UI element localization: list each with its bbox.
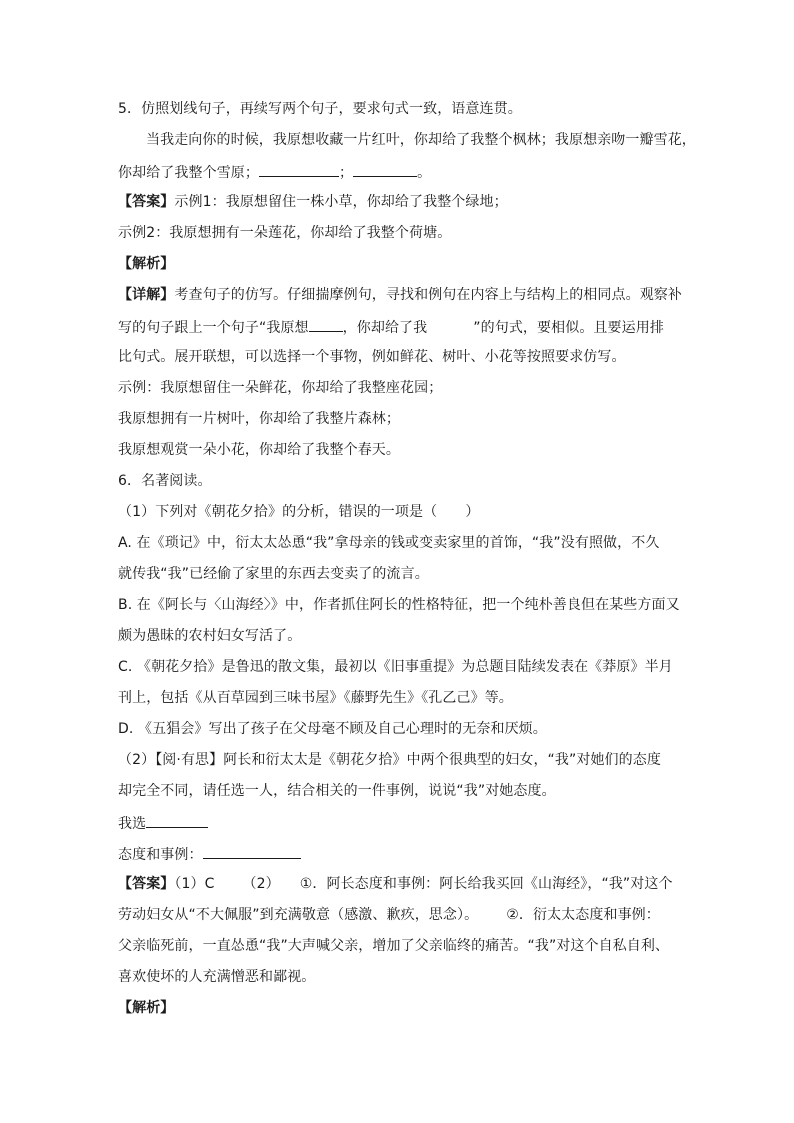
q6-answer-line2-a: 劳动妇女从“不大佩服”到充满敬意（感激、歉疚，思念）。 [118, 907, 479, 923]
q6-answer-line1 [118, 875, 678, 894]
q6-option-c-line2: 刊上，包括《从百草园到三味书屋》《藤野先生》《孔乙己》等。 [118, 690, 513, 706]
q6-sub2-line2: 却完全不同，请任选一人，结合相关的一件事例，说说“我”对她态度。 [118, 783, 556, 799]
q5-answer-text1: 示例1：我原想留住一株小草，你却给了我整个绿地； [174, 194, 508, 210]
q5-detail-line1 [118, 286, 683, 305]
q6-choose-label: 我选 [118, 816, 147, 832]
q5-detail-text2-pre: 写的句子跟上一个句子“我原想 [118, 320, 309, 336]
document-page [118, 100, 696, 1030]
q6-attitude-blank[interactable] [203, 844, 301, 859]
q6-attitude-line [118, 844, 678, 863]
q6-title: 6．名著阅读。 [118, 473, 212, 489]
q5-detail-text1: 考查句子的仿写。仔细揣摩例句，寻找和例句在内容上与结构上的相同点。观察补 [174, 287, 683, 303]
q5-example-line2: 我原想拥有一片树叶，你却给了我整片森林； [118, 411, 400, 427]
q5-detail-line2 [118, 317, 678, 336]
q5-answer-line2: 示例2：我原想拥有一朵莲花，你却给了我整个荷塘。 [118, 225, 452, 241]
q6-option-a-line2: 就传我“我”已经偷了家里的东西去变卖了的流言。 [118, 566, 429, 582]
q5-prompt-line2-semicolon: ； [339, 165, 354, 181]
q5-detail-line3: 比句式。展开联想，可以选择一个事物，例如鲜花、树叶、小花等按照要求仿写。 [118, 349, 626, 365]
q6-analysis-tag: 【解析】 [118, 1000, 175, 1016]
q6-answer-line2 [118, 906, 678, 925]
q5-analysis-tag: 【解析】 [118, 256, 175, 272]
q6-option-b-line1: B. 在《阿长与〈山海经〉》中，作者抓住阿长的性格特征，把一个纯朴善良但在某些方面又 [118, 597, 680, 613]
q5-answer-line1 [118, 193, 678, 212]
q6-attitude-label: 态度和事例： [118, 847, 203, 863]
q5-blank-1[interactable] [259, 162, 339, 177]
q6-answer-part2: （2） [242, 876, 280, 892]
q6-answer-line2-b: ②．衍太太态度和事例： [506, 907, 660, 923]
q5-title: 5．仿照划线句子，再续写两个句子，要求句式一致，语意连贯。 [118, 101, 522, 117]
q5-prompt-line2-period: 。 [417, 165, 432, 181]
q6-option-a-line1: A. 在《琐记》中，衍太太怂恿“我”拿母亲的钱或变卖家里的首饰，“我”没有照做，不久 [118, 535, 660, 551]
q5-detail-text2-end: ”的句式，要相似。且要运用排 [473, 320, 664, 336]
q6-option-c-line1: C. 《朝花夕拾》是鲁迅的散文集，最初以《旧事重提》为总题目陆续发表在《莽原》半月 [118, 659, 673, 675]
q5-detail-blank [309, 317, 343, 332]
q5-blank-2[interactable] [353, 162, 417, 177]
q6-sub2-line1: （2）【阅·有思】阿长和衍太太是《朝花夕拾》中两个很典型的妇女，“我”对她们的态度 [118, 752, 661, 768]
q6-answer-line3: 父亲临死前，一直怂恿“我”大声喊父亲，增加了父亲临终的痛苦。“我”对这个自私自利、 [118, 938, 670, 954]
q5-prompt-line1: 当我走向你的时候，我原想收藏一片红叶，你却给了我整个枫林；我原想亲吻一瓣雪花， [146, 132, 696, 148]
q6-answer-line1-rest: ①．阿长态度和事例：阿长给我买回《山海经》，“我”对这个 [299, 876, 673, 892]
q5-answer-tag: 【答案】 [118, 194, 175, 210]
q5-detail-text2-mid: ，你却给了我 [342, 320, 428, 336]
q6-answer-tag: 【答案】 [118, 876, 175, 892]
q5-prompt-line2 [118, 162, 678, 181]
q5-example-line1: 示例：我原想留住一朵鲜花，你却给了我整座花园； [118, 380, 443, 396]
q6-choose-blank[interactable] [146, 813, 208, 828]
q6-option-d-line1: D. 《五猖会》写出了孩子在父母毫不顾及自己心理时的无奈和厌烦。 [118, 721, 547, 737]
q6-sub1: （1）下列对《朝花夕拾》的分析，错误的一项是（ ） [118, 504, 480, 520]
q6-answer-line4: 喜欢使坏的人充满憎恶和鄙视。 [118, 969, 316, 985]
q5-example-line3: 我原想观赏一朵小花，你却给了我整个春天。 [118, 442, 400, 458]
q5-detail-tag: 【详解】 [118, 287, 175, 303]
q5-prompt-line2-text: 你却给了我整个雪原； [118, 165, 259, 181]
q6-option-b-line2: 颇为愚昧的农村妇女写活了。 [118, 628, 302, 644]
q6-choose-line [118, 813, 678, 832]
q6-answer-part1: （1）C [174, 876, 215, 892]
